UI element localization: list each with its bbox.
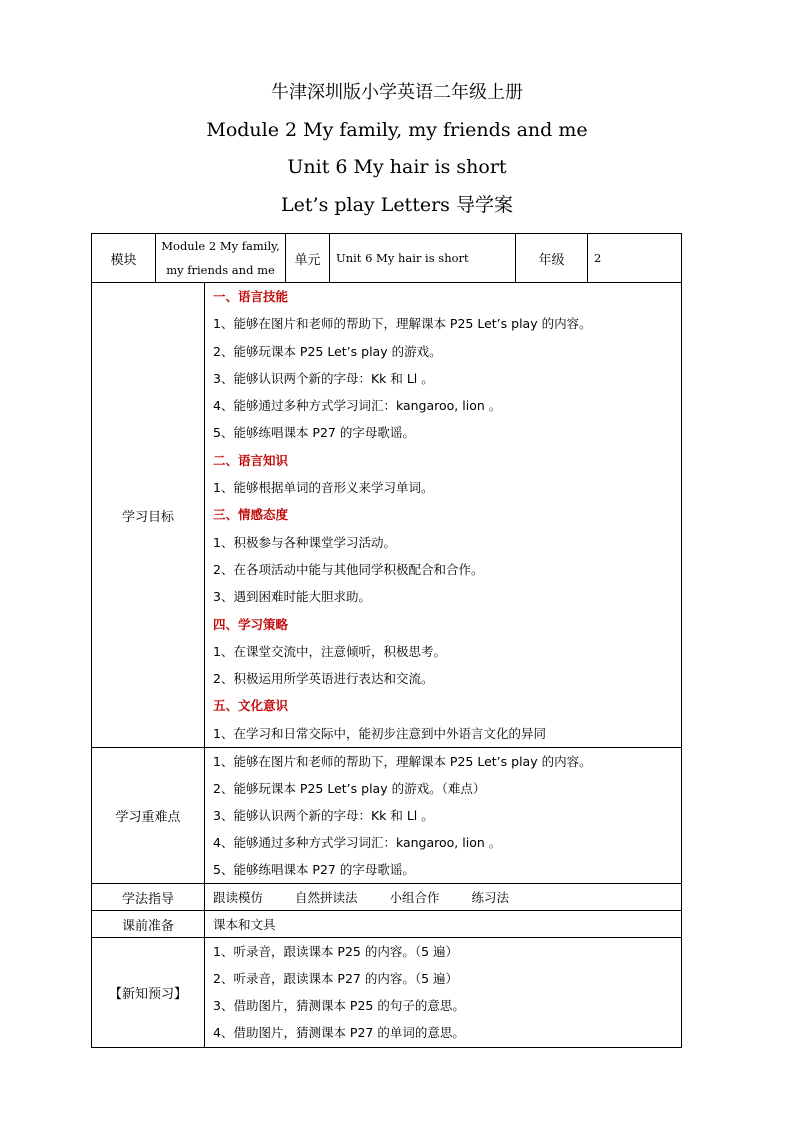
objective-line: 1、积极参与各种课堂学习活动。 bbox=[213, 534, 396, 550]
grade-label: 年级 bbox=[516, 234, 588, 283]
objective-line: 1、能够根据单词的音形义来学习单词。 bbox=[213, 480, 434, 496]
preview-row bbox=[92, 938, 682, 1048]
preview-content bbox=[205, 938, 682, 1048]
title-unit: Unit 6 My hair is short bbox=[287, 156, 507, 178]
methods-content bbox=[205, 884, 682, 911]
method-item: 练习法 bbox=[471, 890, 510, 906]
objective-line: 3、能够认识两个新的字母：Kk 和 Ll 。 bbox=[213, 370, 434, 386]
key-point-line: 2、能够玩课本 P25 Let’s play 的游戏。（难点） bbox=[213, 781, 486, 797]
objective-heading: 四、学习策略 bbox=[213, 616, 289, 632]
unit-value: Unit 6 My hair is short bbox=[330, 234, 516, 283]
title-textbook: 牛津深圳版小学英语二年级上册 bbox=[271, 82, 523, 103]
preview-line: 4、借助图片，猜测课本 P27 的单词的意思。 bbox=[213, 1025, 465, 1041]
objective-line: 2、能够玩课本 P25 Let’s play 的游戏。 bbox=[213, 343, 442, 359]
objective-heading: 五、文化意识 bbox=[213, 698, 289, 714]
key-point-line: 5、能够练唱课本 P27 的字母歌谣。 bbox=[213, 862, 415, 878]
title-module: Module 2 My family, my friends and me bbox=[206, 118, 588, 141]
methods-row bbox=[92, 884, 682, 911]
preview-line: 3、借助图片，猜测课本 P25 的句子的意思。 bbox=[213, 998, 465, 1014]
objective-heading: 三、情感态度 bbox=[213, 507, 289, 523]
preview-line: 2、听录音，跟读课本 P27 的内容。（5 遍） bbox=[213, 971, 459, 987]
objective-line: 2、积极运用所学英语进行表达和交流。 bbox=[213, 671, 434, 687]
preparation-row bbox=[92, 911, 682, 938]
key-point-line: 3、能够认识两个新的字母：Kk 和 Ll 。 bbox=[213, 808, 434, 824]
unit-label: 单元 bbox=[286, 234, 330, 283]
objective-heading: 二、语言知识 bbox=[213, 452, 289, 468]
method-item: 小组合作 bbox=[389, 890, 440, 906]
objective-line: 4、能够通过多种方式学习词汇：kangaroo, lion 。 bbox=[213, 398, 502, 414]
objective-line: 3、遇到困难时能大胆求助。 bbox=[213, 589, 371, 605]
preview-label: 【新知预习】 bbox=[92, 938, 205, 1048]
title-lesson: Let’s play Letters 导学案 bbox=[281, 193, 513, 216]
objective-heading: 一、语言技能 bbox=[213, 289, 289, 304]
objective-line: 1、在课堂交流中，注意倾听，积极思考。 bbox=[213, 643, 446, 659]
grade-value: 2 bbox=[588, 234, 682, 283]
objectives-label: 学习目标 bbox=[92, 283, 205, 748]
preview-line: 1、听录音，跟读课本 P25 的内容。（5 遍） bbox=[213, 944, 459, 960]
key-points-row bbox=[92, 748, 682, 884]
objective-line: 5、能够练唱课本 P27 的字母歌谣。 bbox=[213, 425, 415, 441]
key-point-line: 4、能够通过多种方式学习词汇：kangaroo, lion 。 bbox=[213, 835, 502, 851]
key-point-line: 1、能够在图片和老师的帮助下，理解课本 P25 Let’s play 的内容。 bbox=[213, 754, 592, 770]
objective-line: 1、能够在图片和老师的帮助下，理解课本 P25 Let’s play 的内容。 bbox=[213, 316, 592, 332]
objectives-row bbox=[92, 283, 682, 748]
objective-line: 2、在各项活动中能与其他同学积极配合和合作。 bbox=[213, 561, 484, 577]
key-points-content bbox=[205, 748, 682, 884]
preparation-label: 课前准备 bbox=[92, 911, 205, 938]
module-label: 模块 bbox=[92, 234, 156, 283]
key-points-label: 学习重难点 bbox=[92, 748, 205, 884]
methods-label: 学法指导 bbox=[92, 884, 205, 911]
study-guide-table bbox=[91, 233, 682, 1048]
objective-line: 1、在学习和日常交际中，能初步注意到中外语言文化的异同 bbox=[213, 725, 546, 741]
module-value: Module 2 My family, my friends and me bbox=[156, 234, 286, 283]
objectives-lines bbox=[213, 283, 681, 747]
header-row bbox=[92, 234, 682, 283]
method-item: 自然拼读法 bbox=[295, 890, 358, 906]
objectives-content bbox=[205, 283, 682, 748]
preparation-value: 课本和文具 bbox=[205, 911, 682, 938]
method-item: 跟读模仿 bbox=[213, 890, 264, 906]
document-title-block bbox=[0, 74, 794, 224]
